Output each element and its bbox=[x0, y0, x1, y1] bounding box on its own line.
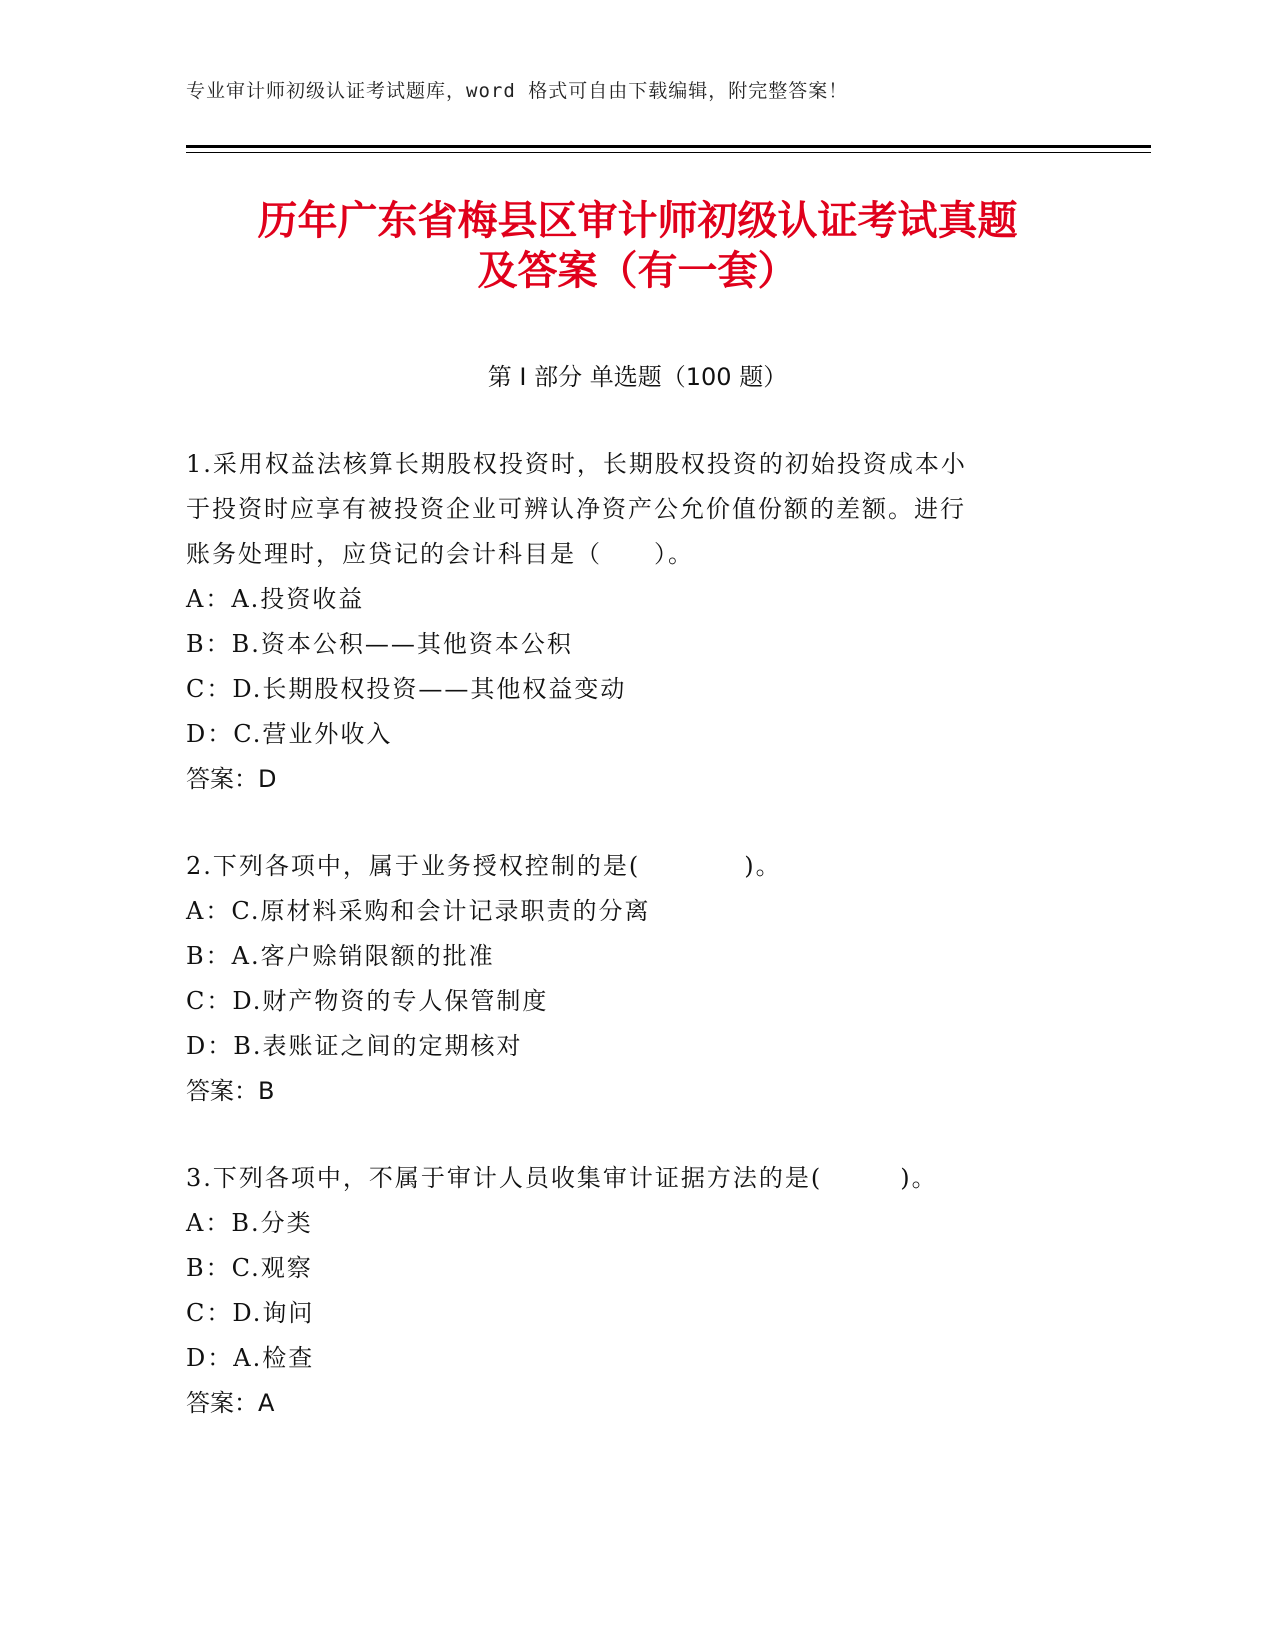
page-header-note: 专业审计师初级认证考试题库，word 格式可自由下载编辑，附完整答案！ bbox=[186, 80, 849, 102]
question-2 bbox=[186, 844, 1056, 1114]
option-d: D：A.检查 bbox=[186, 1344, 315, 1372]
question-stem bbox=[186, 1156, 1056, 1201]
option-d: D：B.表账证之间的定期核对 bbox=[186, 1032, 523, 1060]
question-stem-line: 2.下列各项中，属于业务授权控制的是( )。 bbox=[186, 852, 782, 880]
option-b: B：A.客户赊销限额的批准 bbox=[186, 942, 495, 970]
option-c: C：D.询问 bbox=[186, 1299, 315, 1327]
option-c: C：D.长期股权投资——其他权益变动 bbox=[186, 675, 627, 703]
question-1 bbox=[186, 442, 1056, 802]
option-a: A：B.分类 bbox=[186, 1209, 313, 1237]
document-title-line-1: 历年广东省梅县区审计师初级认证考试真题 bbox=[257, 198, 1018, 244]
option-b: B：C.观察 bbox=[186, 1254, 313, 1282]
question-stem bbox=[186, 844, 1056, 889]
section-heading: 第 I 部分 单选题（100 题） bbox=[487, 363, 788, 391]
option-b: B：B.资本公积——其他资本公积 bbox=[186, 630, 573, 658]
option-a: A：C.原材料采购和会计记录职责的分离 bbox=[186, 897, 651, 925]
answer: 答案：A bbox=[186, 1389, 275, 1417]
option-c: C：D.财产物资的专人保管制度 bbox=[186, 987, 549, 1015]
header-rule-thin bbox=[186, 152, 1151, 153]
question-stem bbox=[186, 442, 1056, 577]
document-title-line-2: 及答案（有一套） bbox=[477, 248, 798, 294]
question-stem-line: 账务处理时，应贷记的会计科目是（ ）。 bbox=[186, 540, 694, 568]
question-3 bbox=[186, 1156, 1056, 1426]
option-a: A：A.投资收益 bbox=[186, 585, 365, 613]
answer: 答案：B bbox=[186, 1077, 275, 1105]
document-title bbox=[150, 196, 1125, 296]
question-list bbox=[186, 442, 1056, 1468]
question-stem-line: 于投资时应享有被投资企业可辨认净资产公允价值份额的差额。进行 bbox=[186, 495, 966, 523]
answer: 答案：D bbox=[186, 765, 277, 793]
question-stem-line: 3.下列各项中，不属于审计人员收集审计证据方法的是( )。 bbox=[186, 1164, 938, 1192]
header-rule-thick bbox=[186, 145, 1151, 148]
option-d: D：C.营业外收入 bbox=[186, 720, 393, 748]
question-stem-line: 1.采用权益法核算长期股权投资时，长期股权投资的初始投资成本小 bbox=[186, 450, 967, 478]
